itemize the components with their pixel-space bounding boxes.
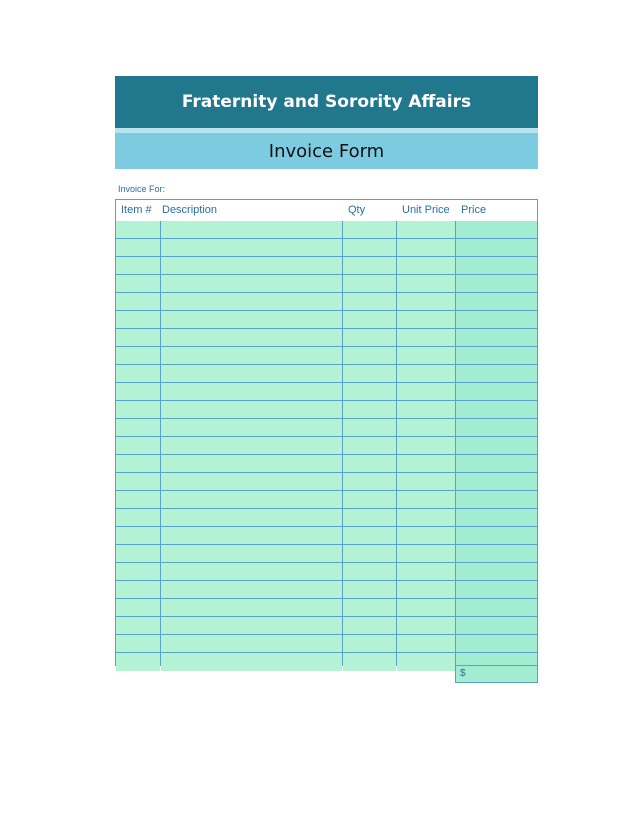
item-number-cell[interactable] (116, 293, 160, 310)
unit-price-cell[interactable] (397, 419, 455, 436)
qty-cell[interactable] (343, 617, 396, 634)
table-row (116, 365, 537, 383)
description-cell[interactable] (161, 455, 342, 472)
unit-price-cell[interactable] (397, 455, 455, 472)
price-cell[interactable] (456, 473, 537, 490)
invoice-table (115, 199, 538, 666)
price-cell[interactable] (456, 293, 537, 310)
org-title: Fraternity and Sorority Affairs (181, 92, 472, 112)
unit-price-cell[interactable] (397, 383, 455, 400)
table-row (116, 401, 537, 419)
item-number-cell[interactable] (116, 635, 160, 652)
description-cell[interactable] (161, 491, 342, 508)
unit-price-cell[interactable] (397, 275, 455, 292)
table-row (116, 329, 537, 347)
qty-cell[interactable] (343, 257, 396, 274)
price-cell[interactable] (456, 455, 537, 472)
unit-price-cell[interactable] (397, 221, 455, 238)
description-cell[interactable] (161, 401, 342, 418)
price-cell[interactable] (456, 365, 537, 382)
table-row (116, 383, 537, 401)
unit-price-cell[interactable] (397, 545, 455, 562)
column-header-unit-price: Unit Price (402, 204, 450, 216)
table-row (116, 419, 537, 437)
qty-cell[interactable] (343, 239, 396, 256)
qty-cell[interactable] (343, 581, 396, 598)
table-row (116, 293, 537, 311)
qty-cell[interactable] (343, 365, 396, 382)
column-header-qty: Qty (348, 204, 366, 216)
price-cell[interactable] (456, 239, 537, 256)
item-number-cell[interactable] (116, 311, 160, 328)
unit-price-cell[interactable] (397, 347, 455, 364)
description-cell[interactable] (161, 509, 342, 526)
price-cell[interactable] (456, 617, 537, 634)
description-cell[interactable] (161, 437, 342, 454)
qty-cell[interactable] (343, 293, 396, 310)
column-divider (396, 221, 397, 665)
unit-price-cell[interactable] (397, 635, 455, 652)
item-number-cell[interactable] (116, 239, 160, 256)
item-number-cell[interactable] (116, 437, 160, 454)
item-number-cell[interactable] (116, 545, 160, 562)
price-cell[interactable] (456, 581, 537, 598)
table-header-row (116, 200, 537, 221)
table-row (116, 581, 537, 599)
column-divider (342, 221, 343, 665)
item-number-cell[interactable] (116, 527, 160, 544)
item-number-cell[interactable] (116, 563, 160, 580)
item-number-cell[interactable] (116, 653, 160, 671)
column-header-item: Item # (121, 204, 152, 216)
qty-cell[interactable] (343, 599, 396, 616)
price-cell[interactable] (456, 491, 537, 508)
item-number-cell[interactable] (116, 221, 160, 238)
table-row (116, 437, 537, 455)
table-row (116, 527, 537, 545)
price-cell[interactable] (456, 527, 537, 544)
table-row (116, 563, 537, 581)
item-number-cell[interactable] (116, 581, 160, 598)
table-row (116, 473, 537, 491)
description-cell[interactable] (161, 527, 342, 544)
unit-price-cell[interactable] (397, 473, 455, 490)
qty-cell[interactable] (343, 635, 396, 652)
table-row (116, 275, 537, 293)
item-number-cell[interactable] (116, 347, 160, 364)
unit-price-cell[interactable] (397, 563, 455, 580)
table-row (116, 617, 537, 635)
table-row (116, 221, 537, 239)
price-cell[interactable] (456, 275, 537, 292)
unit-price-cell[interactable] (397, 401, 455, 418)
unit-price-cell[interactable] (397, 581, 455, 598)
item-number-cell[interactable] (116, 491, 160, 508)
column-divider (455, 221, 456, 665)
item-number-cell[interactable] (116, 329, 160, 346)
description-cell[interactable] (161, 383, 342, 400)
table-body (116, 221, 537, 665)
description-cell[interactable] (161, 581, 342, 598)
unit-price-cell[interactable] (397, 599, 455, 616)
table-row (116, 257, 537, 275)
price-cell[interactable] (456, 635, 537, 652)
price-cell[interactable] (456, 311, 537, 328)
description-cell[interactable] (161, 239, 342, 256)
qty-cell[interactable] (343, 383, 396, 400)
qty-cell[interactable] (343, 221, 396, 238)
unit-price-cell[interactable] (397, 509, 455, 526)
qty-cell[interactable] (343, 419, 396, 436)
unit-price-cell[interactable] (397, 653, 455, 671)
price-cell[interactable] (456, 221, 537, 238)
table-row (116, 311, 537, 329)
table-row (116, 491, 537, 509)
qty-cell[interactable] (343, 455, 396, 472)
qty-cell[interactable] (343, 473, 396, 490)
qty-cell[interactable] (343, 329, 396, 346)
qty-cell[interactable] (343, 401, 396, 418)
table-row (116, 239, 537, 257)
price-cell[interactable] (456, 419, 537, 436)
description-cell[interactable] (161, 329, 342, 346)
qty-cell[interactable] (343, 527, 396, 544)
description-cell[interactable] (161, 257, 342, 274)
table-row (116, 509, 537, 527)
item-number-cell[interactable] (116, 617, 160, 634)
price-cell[interactable] (456, 563, 537, 580)
unit-price-cell[interactable] (397, 293, 455, 310)
description-cell[interactable] (161, 347, 342, 364)
qty-cell[interactable] (343, 545, 396, 562)
qty-cell[interactable] (343, 437, 396, 454)
price-cell[interactable] (456, 347, 537, 364)
price-cell[interactable] (456, 509, 537, 526)
price-cell[interactable] (456, 329, 537, 346)
item-number-cell[interactable] (116, 275, 160, 292)
description-cell[interactable] (161, 653, 342, 671)
table-row (116, 347, 537, 365)
table-row (116, 635, 537, 653)
description-cell[interactable] (161, 563, 342, 580)
item-number-cell[interactable] (116, 599, 160, 616)
item-number-cell[interactable] (116, 455, 160, 472)
qty-cell[interactable] (343, 311, 396, 328)
item-number-cell[interactable] (116, 473, 160, 490)
unit-price-cell[interactable] (397, 527, 455, 544)
column-header-description: Description (162, 204, 218, 216)
price-cell[interactable] (456, 599, 537, 616)
unit-price-cell[interactable] (397, 239, 455, 256)
org-title-banner (115, 76, 538, 128)
column-header-price: Price (461, 204, 487, 216)
qty-cell[interactable] (343, 653, 396, 671)
price-cell[interactable] (456, 383, 537, 400)
description-cell[interactable] (161, 365, 342, 382)
invoice-for-label: Invoice For: (118, 184, 166, 194)
unit-price-cell[interactable] (397, 491, 455, 508)
unit-price-cell[interactable] (397, 329, 455, 346)
form-title-banner (115, 133, 538, 169)
unit-price-cell[interactable] (397, 365, 455, 382)
table-row (116, 455, 537, 473)
column-divider (160, 221, 161, 665)
qty-cell[interactable] (343, 563, 396, 580)
description-cell[interactable] (161, 221, 342, 238)
unit-price-cell[interactable] (397, 311, 455, 328)
table-row (116, 545, 537, 563)
item-number-cell[interactable] (116, 383, 160, 400)
description-cell[interactable] (161, 599, 342, 616)
description-cell[interactable] (161, 473, 342, 490)
unit-price-cell[interactable] (397, 437, 455, 454)
qty-cell[interactable] (343, 347, 396, 364)
description-cell[interactable] (161, 617, 342, 634)
item-number-cell[interactable] (116, 257, 160, 274)
table-row (116, 599, 537, 617)
item-number-cell[interactable] (116, 365, 160, 382)
qty-cell[interactable] (343, 491, 396, 508)
description-cell[interactable] (161, 275, 342, 292)
currency-symbol: $ (460, 668, 466, 679)
description-cell[interactable] (161, 635, 342, 652)
price-cell[interactable] (456, 401, 537, 418)
form-title: Invoice Form (268, 140, 385, 162)
item-number-cell[interactable] (116, 509, 160, 526)
description-cell[interactable] (161, 293, 342, 310)
price-cell[interactable] (456, 437, 537, 454)
price-cell[interactable] (456, 545, 537, 562)
qty-cell[interactable] (343, 275, 396, 292)
qty-cell[interactable] (343, 509, 396, 526)
description-cell[interactable] (161, 545, 342, 562)
unit-price-cell[interactable] (397, 257, 455, 274)
description-cell[interactable] (161, 311, 342, 328)
unit-price-cell[interactable] (397, 617, 455, 634)
total-price-cell[interactable] (455, 665, 538, 683)
description-cell[interactable] (161, 419, 342, 436)
price-cell[interactable] (456, 257, 537, 274)
item-number-cell[interactable] (116, 419, 160, 436)
item-number-cell[interactable] (116, 401, 160, 418)
